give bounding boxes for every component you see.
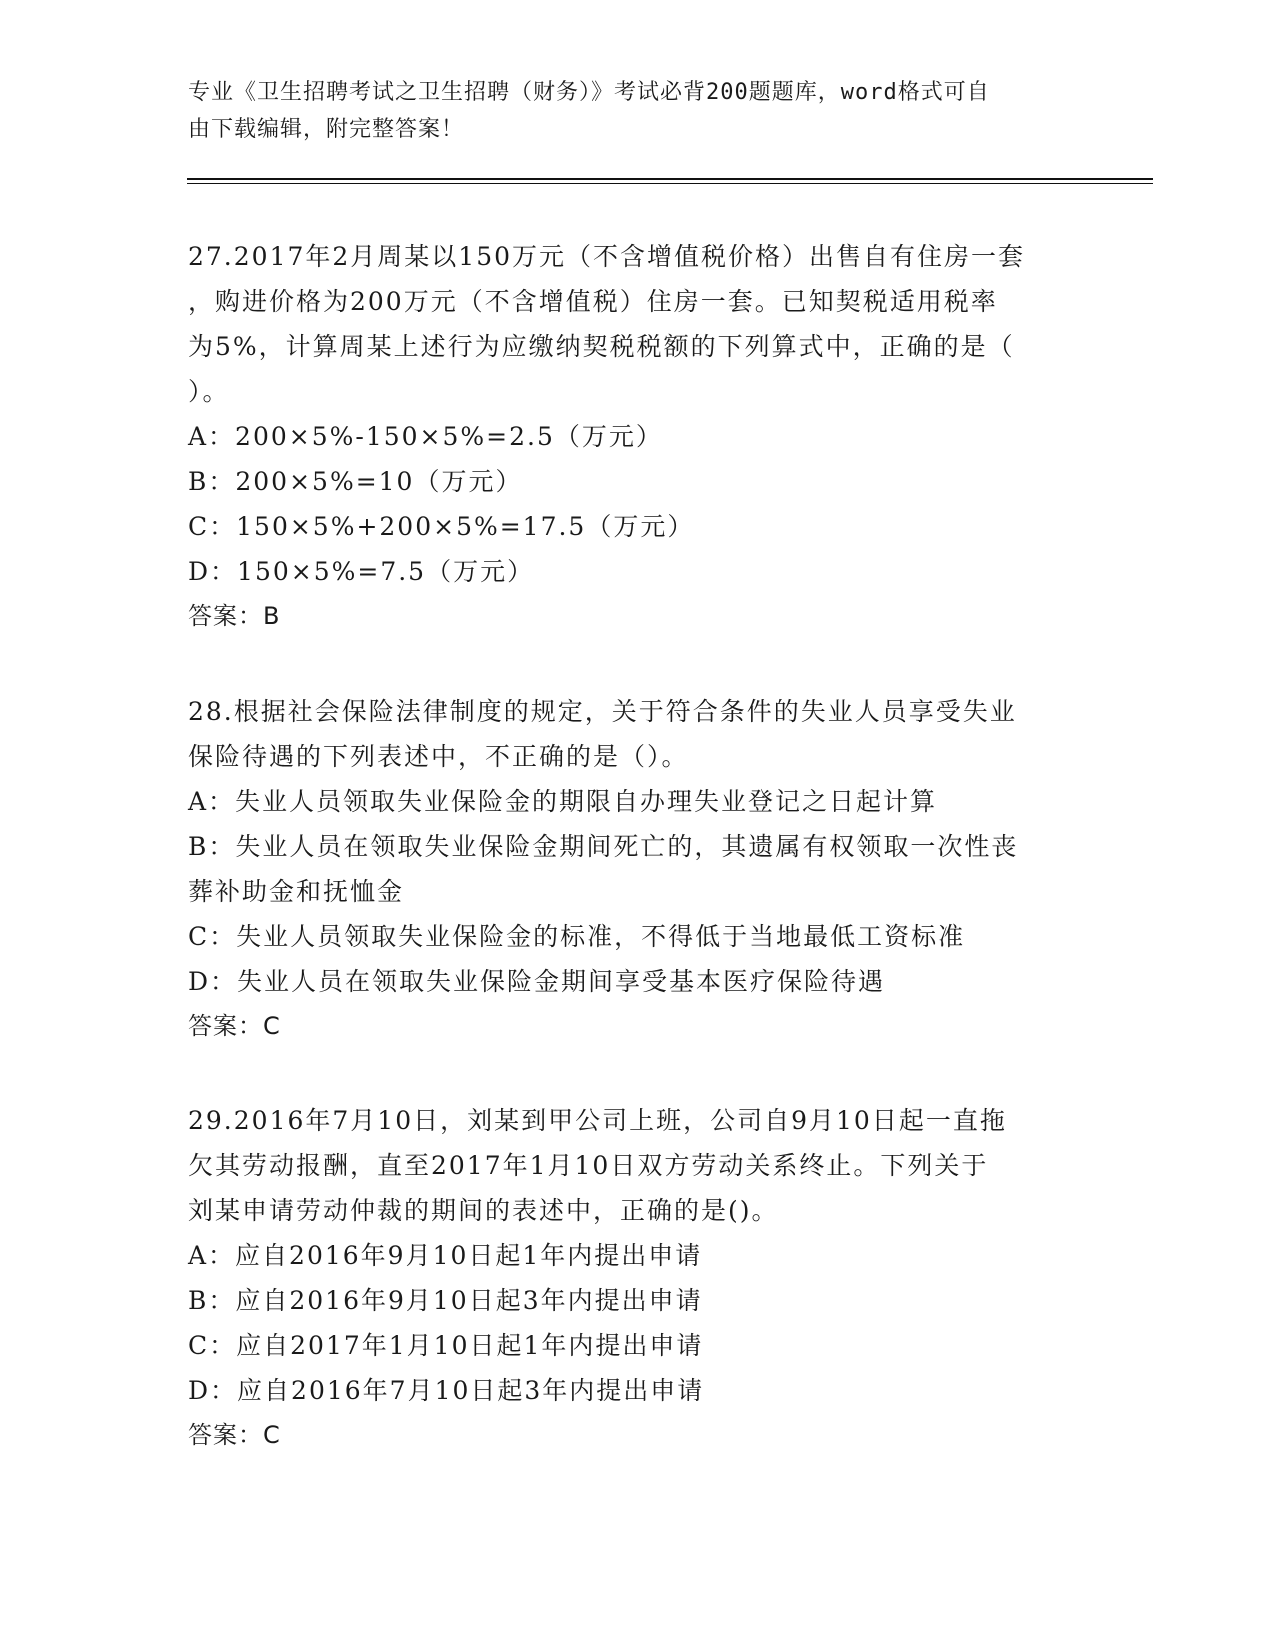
option-b: B：应自2016年9月10日起3年内提出申请: [188, 1286, 703, 1315]
question-stem-line: 29.2016年7月10日，刘某到甲公司上班，公司自9月10日起一直拖: [188, 1106, 1007, 1135]
question-stem-line: 27.2017年2月周某以150万元（不含增值税价格）出售自有住房一套: [188, 242, 1026, 271]
option-b: B：200×5%=10（万元）: [188, 467, 523, 496]
option-a: A：200×5%-150×5%=2.5（万元）: [188, 422, 663, 451]
question-stem-line: 刘某申请劳动仲裁的期间的表述中，正确的是()。: [188, 1196, 779, 1225]
option-b: B：失业人员在领取失业保险金期间死亡的，其遗属有权领取一次性丧: [188, 832, 1019, 861]
header-divider-thin: [187, 183, 1153, 184]
option-c: C：应自2017年1月10日起1年内提出申请: [188, 1331, 704, 1360]
question-27: [188, 234, 1088, 639]
option-b-continued: 葬补助金和抚恤金: [188, 877, 405, 906]
question-stem-line: 28.根据社会保险法律制度的规定，关于符合条件的失业人员享受失业: [188, 697, 1017, 726]
question-28: [188, 689, 1088, 1049]
option-c: C：150×5%+200×5%=17.5（万元）: [188, 512, 695, 541]
document-header: [188, 74, 1088, 148]
question-29: [188, 1098, 1088, 1458]
option-d: D：失业人员在领取失业保险金期间享受基本医疗保险待遇: [188, 967, 886, 996]
header-line-1: 专业《卫生招聘考试之卫生招聘（财务）》考试必背200题题库，word格式可自: [188, 80, 990, 105]
option-a: A：应自2016年9月10日起1年内提出申请: [188, 1241, 703, 1270]
option-a: A：失业人员领取失业保险金的期限自办理失业登记之日起计算: [188, 787, 938, 816]
option-d: D：150×5%=7.5（万元）: [188, 557, 535, 586]
question-stem-line: 为5%，计算周某上述行为应缴纳契税税额的下列算式中，正确的是（: [188, 332, 1015, 361]
option-d: D：应自2016年7月10日起3年内提出申请: [188, 1376, 705, 1405]
question-stem-line: ，购进价格为200万元（不含增值税）住房一套。已知契税适用税率: [188, 287, 998, 316]
header-line-2: 由下载编辑，附完整答案！: [188, 117, 465, 142]
question-stem-line: ）。: [188, 377, 230, 406]
answer-line: 答案：C: [188, 1421, 281, 1449]
question-stem-line: 欠其劳动报酬，直至2017年1月10日双方劳动关系终止。下列关于: [188, 1151, 989, 1180]
header-divider-thick: [187, 178, 1153, 180]
answer-line: 答案：C: [188, 1012, 281, 1040]
option-c: C：失业人员领取失业保险金的标准，不得低于当地最低工资标准: [188, 922, 966, 951]
question-stem-line: 保险待遇的下列表述中，不正确的是（）。: [188, 742, 689, 771]
answer-line: 答案：B: [188, 602, 281, 630]
